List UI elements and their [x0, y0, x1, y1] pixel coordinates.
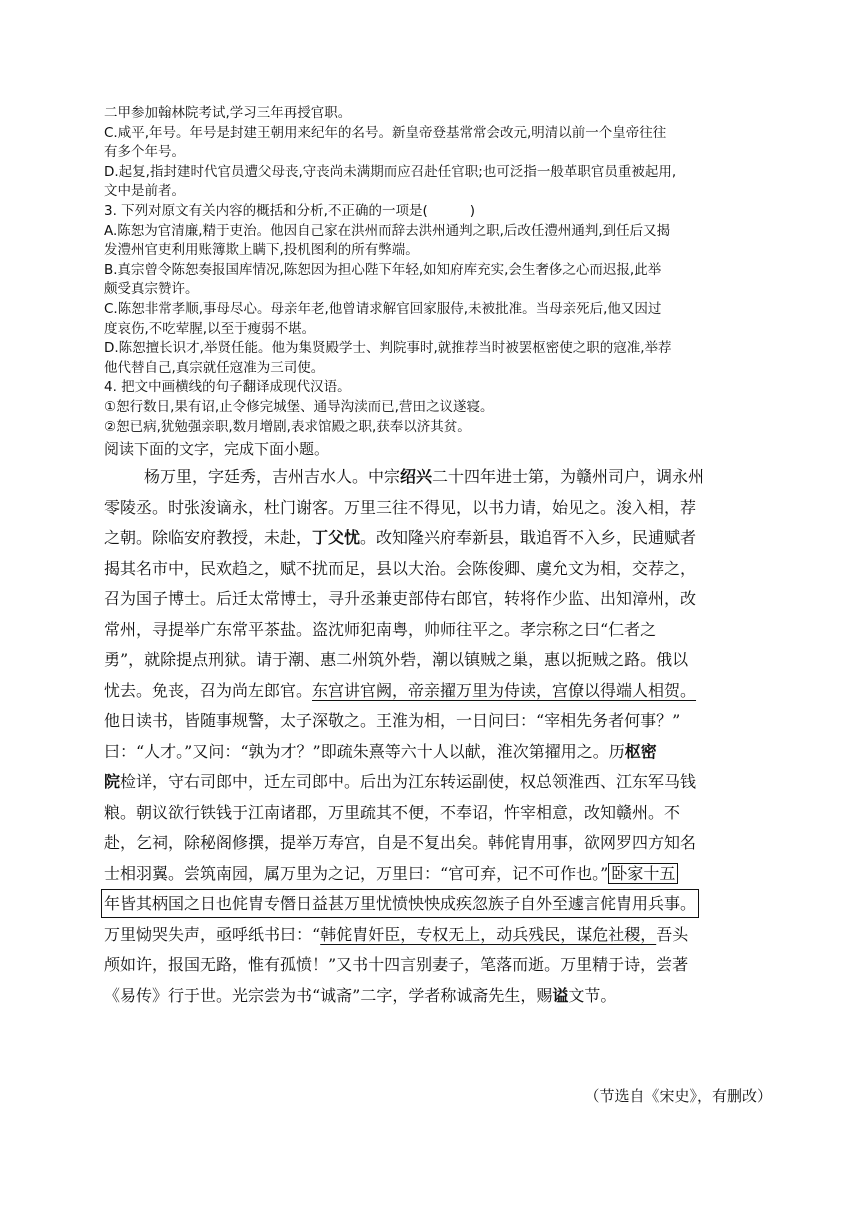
question-3-choice: 度哀伤,不吃荤腥,以至于瘦弱不堪。	[104, 320, 316, 337]
passage-line: 忧去。免丧，召为尚左郎官。东宫讲官阙，帝亲擢万里为侍读，宫僚以得端人相贺。	[104, 680, 697, 700]
source-note: （节选自《宋史》，有删改）	[584, 1087, 772, 1105]
passage-line: 常州，寻提举广东常平茶盐。盗沈师犯南粤，帅师往平之。孝宗称之曰“仁者之	[104, 619, 657, 639]
passage-line: 他日读书，皆随事规警，太子深敬之。王淮为相，一日问曰：“宰相先务者何事？”	[104, 711, 681, 730]
question-3-choice: 发澧州官吏利用账簿欺上瞒下,投机图利的所有弊端。	[104, 242, 419, 259]
question-3-choice: B.真宗曾令陈恕奏报国库情况,陈恕因为担心陛下年轻,如知府库充实,会生奢侈之心而迟报,此举	[104, 261, 662, 278]
passage-line: 赴，乞祠，除秘阁修撰，提举万寿宫，自是不复出矣。韩侂胄用事，欲网罗四方知名	[104, 833, 697, 852]
option-text: C.咸平,年号。年号是封建王朝用来纪年的名号。新皇帝登基常常会改元,明清以前一个皇帝往往	[104, 124, 667, 141]
passage-line: 粮。朝议欲行铁钱于江南诸郡，万里疏其不便，不奉诏，忤宰相意，改知赣州。不	[104, 802, 681, 822]
passage-line: 士相羽翼。尝筑南园，属万里为之记，万里曰：“官可弃，记不可作也。” 卧家十五	[104, 859, 764, 890]
question-block	[104, 104, 764, 460]
passage-line: 揭其名市中，民欢趋之，赋不扰而足，县以大治。会陈俊卿、虞允文为相，交荐之，	[104, 558, 697, 578]
question-3-stem: 3. 下列对原文有关内容的概括和分析,不正确的一项是( )	[104, 202, 476, 219]
boxed-sentence: 年皆其柄国之日也侂胄专僭日益甚万里忧愤怏怏成疾忽族子自外至遽言侂胄用兵事。	[101, 889, 699, 918]
question-4-item: ①恕行数日,果有诏,止令修完城堡、通导沟渎而已,营田之议遂寝。	[104, 398, 494, 415]
option-text: 有多个年号。	[104, 144, 185, 161]
boxed-sentence-start: 卧家十五	[608, 863, 678, 884]
passage-line: 院检详，守右司郎中，迁左司郎中。后出为江东转运副使，权总领淮西、江东军马钱	[104, 772, 697, 791]
passage-line: 零陵丞。时张浚谪永，杜门谢客。万里三往不得见，以书力请，始见之。浚入相，荐	[104, 497, 697, 517]
option-text: 文中是前者。	[104, 183, 185, 200]
passage-line: 之朝。除临安府教授，未赴，丁父忧。改知隆兴府奉新县，戢追胥不入乡，民逋赋者	[104, 528, 697, 547]
question-3-choice: C.陈恕非常孝顺,事母尽心。母亲年老,他曾请求解官回家服侍,未被批准。当母亲死后,他又因过	[104, 300, 662, 317]
question-4-stem: 4. 把文中画横线的句子翻译成现代汉语。	[104, 379, 351, 396]
passage-line: 《易传》行于世。光宗尝为书“诚斋”二字，学者称诚斋先生，赐谥文节。	[104, 985, 617, 1005]
passage-line: 召为国子博士。后迁太常博士，寻升丞兼吏部侍右郎官，转将作少监、出知漳州，改	[104, 589, 697, 608]
passage-line: 颅如许，报国无路，惟有孤愤！”又书十四言别妻子，笔落而逝。万里精于诗，尝著	[104, 955, 689, 974]
passage-line	[104, 889, 764, 920]
question-3-choice: 颇受真宗赞许。	[104, 281, 199, 298]
passage-line: 万里恸哭失声，亟呼纸书曰：“韩侂胄奸臣，专权无上，动兵残民，谋危社稷，吾头	[104, 924, 689, 944]
classical-passage	[104, 462, 764, 1011]
passage-line: 曰：“人才。”又问：“孰为才？”即疏朱熹等六十人以献，淮次第擢用之。历枢密	[104, 741, 657, 761]
option-text: D.起复,指封建时代官员遭父母丧,守丧尚未满期而应召赴任官职;也可泛指一般革职官员重被起用,	[104, 163, 677, 180]
option-text: 二甲参加翰林院考试,学习三年再授官职。	[104, 105, 352, 121]
reading-intro: 阅读下面的文字，完成下面小题。	[104, 440, 330, 459]
question-3-choice: A.陈恕为官清廉,精于吏治。他因自己家在洪州而辞去洪州通判之职,后改任澧州通判,到任后又揭	[104, 222, 671, 239]
underlined-sentence: 东宫讲官阙，帝亲擢万里为侍读，宫僚以得端人相贺。	[312, 680, 697, 700]
question-3-choice: 他代替自己,真宗就任寇准为三司使。	[104, 359, 325, 376]
passage-line: 勇”，就除提点刑狱。请于潮、惠二州筑外砦，潮以镇贼之巢，惠以扼贼之路。俄以	[104, 650, 689, 669]
passage-line: 杨万里，字廷秀，吉州吉水人。中宗绍兴二十四年进士第，为赣州司户，调永州	[144, 467, 705, 486]
question-3-choice: D.陈恕擅长识才,举贤任能。他为集贤殿学士、判院事时,就推荐当时被罢枢密使之职的寇准,举荐	[104, 340, 672, 357]
question-4-item: ②恕已病,犹勉强亲职,数月增剧,表求馆殿之职,获奉以济其贫。	[104, 418, 471, 435]
underlined-sentence: 韩侂胄奸臣，专权无上，动兵残民，谋危社稷，	[320, 924, 657, 944]
bold-term: 枢密	[624, 741, 657, 761]
